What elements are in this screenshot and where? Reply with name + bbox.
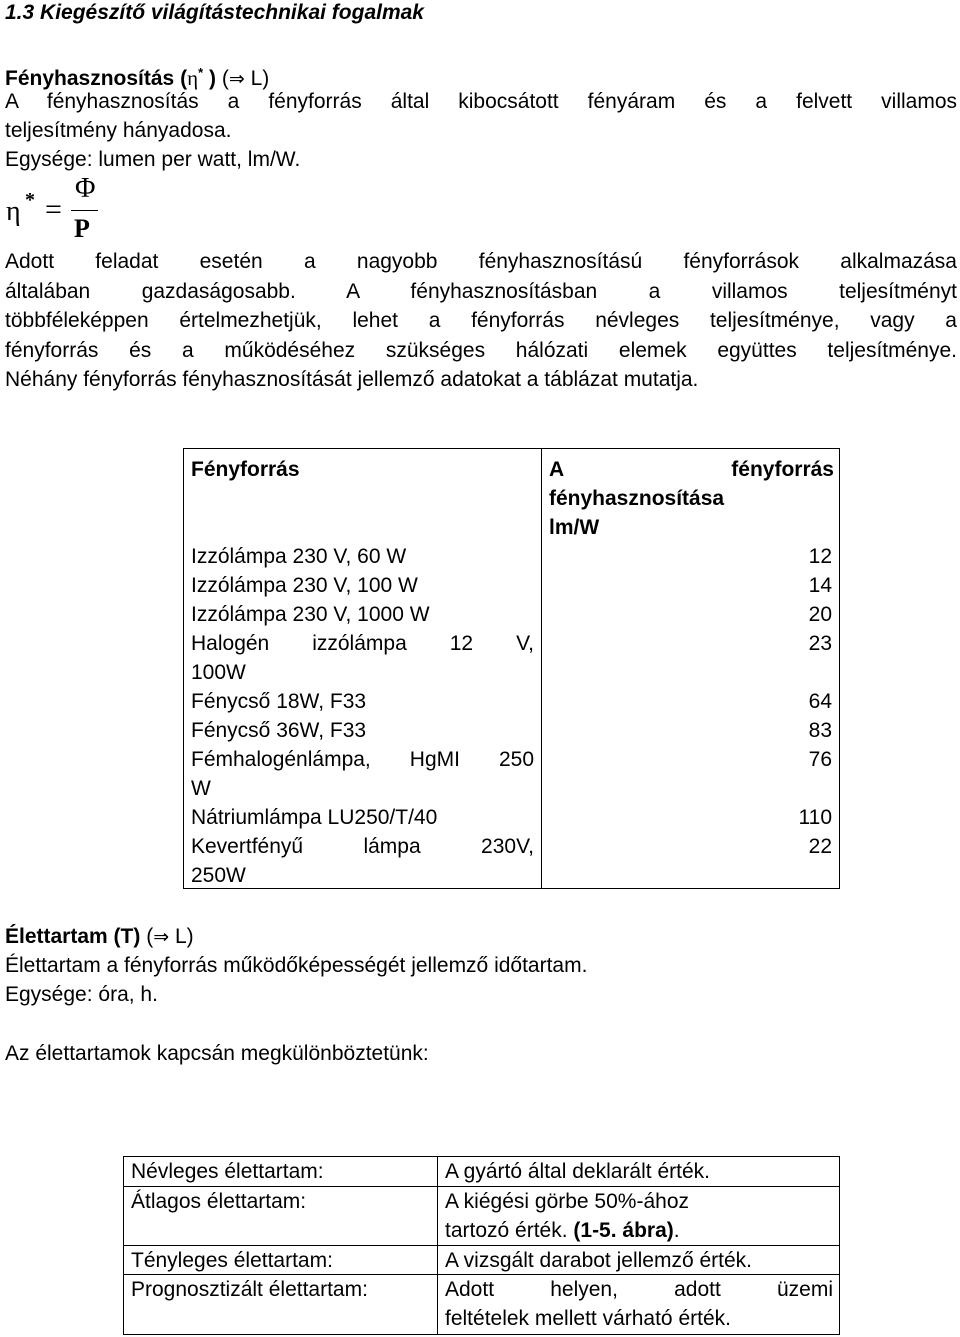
ref-open: ( [221, 67, 229, 90]
table-row-value: 110 [798, 806, 832, 829]
table-column-divider [541, 449, 542, 888]
table-row-value: 76 [808, 748, 832, 771]
efficacy-para-line2: általában gazdaságosabb. A fényhasznosításban a villamos teljesítményt [5, 280, 957, 303]
lifetime-desc-cell: A gyártó által deklarált érték. [445, 1160, 710, 1183]
formula-fraction-bar [71, 210, 98, 211]
formula-denominator: P [74, 214, 90, 243]
table-row-value: 22 [808, 835, 832, 858]
formula-lhs-sup: * [25, 189, 35, 211]
lifetime-term: Élettartam (T) [5, 925, 141, 948]
table-row-name-cont: 100W [191, 661, 246, 684]
table-row-name: Fémhalogénlámpa, HgMI 250 [191, 748, 534, 771]
table-header-efficacy-line2: fényhasznosítása [549, 487, 725, 510]
table-row-name: Izzólámpa 230 V, 100 W [191, 574, 418, 597]
table-row-name: Izzólámpa 230 V, 1000 W [191, 603, 430, 626]
formula-equals: = [45, 193, 62, 226]
ref-letter: L) [174, 925, 194, 948]
lifetime-term-cell: Prognosztizált élettartam: [131, 1278, 368, 1301]
table-row-value: 64 [808, 690, 832, 713]
formula-numerator: Φ [75, 173, 96, 204]
lifetime-desc-cell-cont [445, 1216, 833, 1245]
efficacy-para-line3: többféleképpen értelmezhetjük, lehet a fényforrás névleges teljesítménye, vagy a [5, 309, 957, 332]
table-row-name: Fénycső 36W, F33 [191, 719, 367, 742]
lifetime-term-line [5, 922, 194, 952]
lifetime-term-cell: Átlagos élettartam: [131, 1190, 307, 1213]
implies-arrow-icon: ⇒ [228, 68, 245, 90]
table-row-value: 23 [808, 632, 832, 655]
ref-letter: L) [250, 67, 270, 90]
lifetime-desc-cell: A kiégési görbe 50%-ához [445, 1190, 689, 1213]
lifetime-table [123, 1156, 840, 1335]
table-row-name: Nátriumlámpa LU250/T/40 [191, 806, 438, 829]
lifetime-term-cell: Névleges élettartam: [131, 1160, 324, 1183]
efficacy-para-line1: Adott feladat esetén a nagyobb fényhasznosítású fényforrások alkalmazása [5, 250, 957, 273]
table-row-name-cont: W [191, 777, 211, 800]
lifetime-unit: Egysége: óra, h. [5, 983, 158, 1006]
table-row-name: Kevertfényű lámpa 230V, [191, 835, 534, 858]
lifetime-intro: Az élettartamok kapcsán megkülönböztetünk: [5, 1042, 429, 1065]
ref-open: ( [146, 925, 154, 948]
efficacy-table [183, 448, 840, 889]
efficacy-term: Fényhasznosítás [5, 67, 175, 90]
efficacy-open-paren: ( [180, 67, 188, 90]
lifetime-desc-cell: A vizsgált darabot jellemző érték. [445, 1249, 752, 1272]
lifetime-desc-text: tartozó érték. [445, 1219, 574, 1242]
table-row-value: 83 [808, 719, 832, 742]
efficacy-definition-line2: teljesítmény hányadosa. [5, 119, 232, 142]
table-header-source: Fényforrás [191, 458, 300, 481]
table-row-name: Fénycső 18W, F33 [191, 690, 367, 713]
table-header-efficacy-line1: A fényforrás [549, 458, 834, 481]
section-heading: 1.3 Kiegészítő világítástechnikai fogalmak [5, 1, 424, 24]
lifetime-desc-tail: . [673, 1219, 680, 1242]
eta-symbol: η [187, 66, 199, 90]
efficacy-unit: Egysége: lumen per watt, lm/W. [5, 148, 301, 171]
efficacy-para-last: Néhány fényforrás fényhasznosítását jellemző adatokat a táblázat mutatja. [5, 368, 699, 391]
table-row-value: 14 [808, 574, 832, 597]
lifetime-desc-cell: Adott helyen, adott üzemi [445, 1278, 833, 1301]
efficacy-definition-line1: A fényhasznosítás a fényforrás által kibocsátott fényáram és a felvett villamos [5, 90, 957, 113]
table-header-efficacy-unit: lm/W [549, 516, 600, 539]
figure-reference: (1-5. ábra) [573, 1219, 674, 1242]
table-row-name-cont: 250W [191, 864, 246, 887]
table-row-value: 12 [808, 545, 832, 568]
efficacy-close-paren: ) [208, 67, 216, 90]
lifetime-term-cell: Tényleges élettartam: [131, 1249, 333, 1272]
formula-lhs: η [6, 196, 21, 227]
efficacy-para-line4: fényforrás és a működéséhez szükséges hálózati elemek együttes teljesítménye. [5, 339, 957, 362]
lifetime-definition: Élettartam a fényforrás működőképességét jellemző időtartam. [5, 954, 588, 977]
eta-superscript: * [198, 65, 204, 80]
implies-arrow-icon: ⇒ [153, 926, 170, 948]
table-row-name: Halogén izzólámpa 12 V, [191, 632, 534, 655]
table-row-name: Izzólámpa 230 V, 60 W [191, 545, 407, 568]
lifetime-desc-cell-cont: feltételek mellett várható érték. [445, 1307, 731, 1330]
table-row-value: 20 [808, 603, 832, 626]
